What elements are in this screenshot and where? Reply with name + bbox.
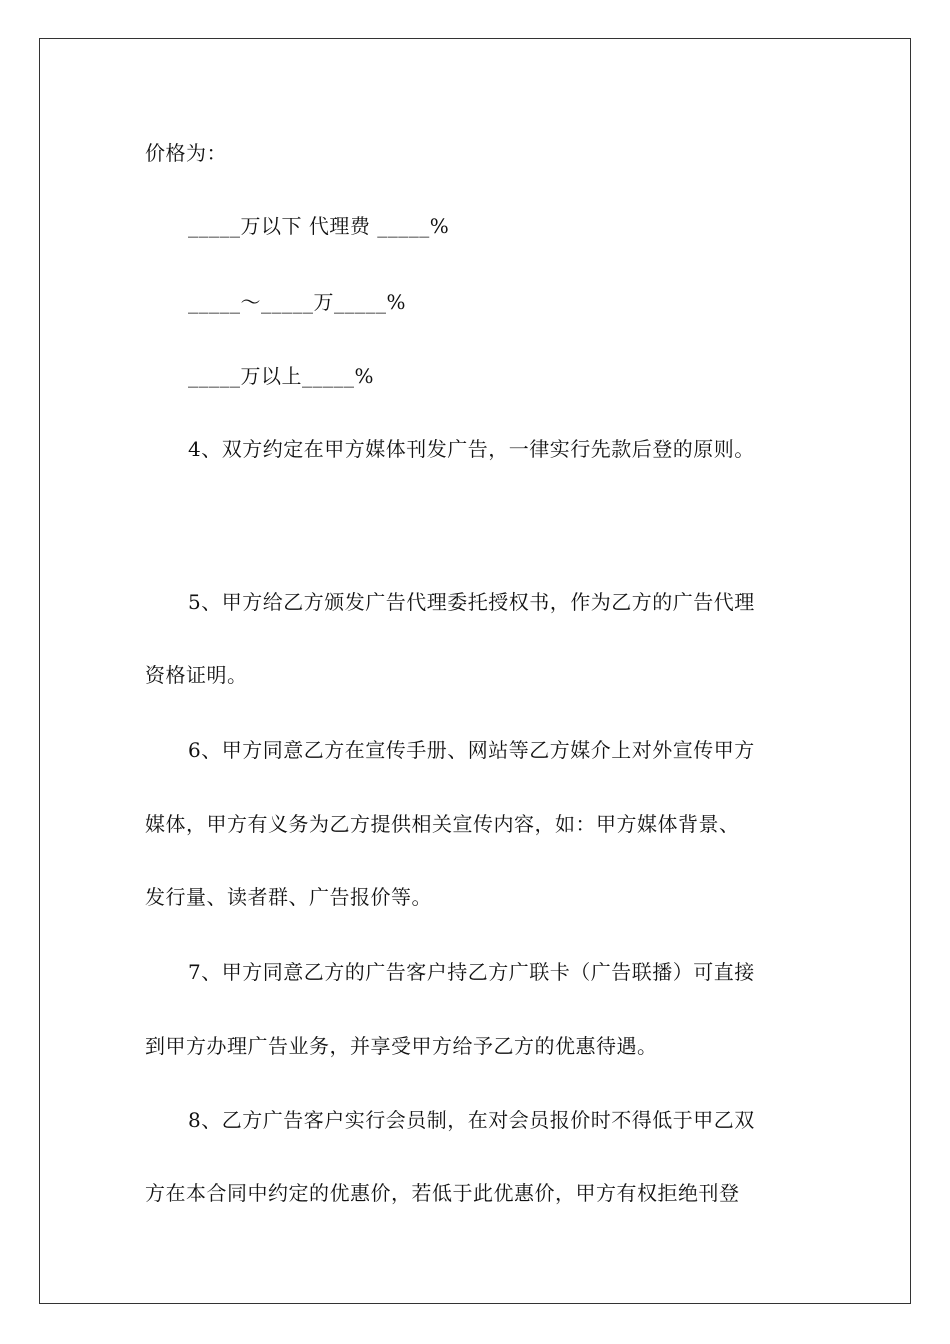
clause-6-line-2: 媒体，甲方有义务为乙方提供相关宣传内容，如：甲方媒体背景、 [145,812,740,836]
clause-4: 4、双方约定在甲方媒体刊发广告，一律实行先款后登的原则。 [188,437,755,461]
clause-6-line-3: 发行量、读者群、广告报价等。 [145,885,432,909]
clause-5-line-2: 资格证明。 [145,663,248,687]
clause-8-line-1: 8、乙方广告客户实行会员制，在对会员报价时不得低于甲乙双 [188,1108,755,1132]
fee-tier-above: _____万以上_____% [188,364,375,388]
clause-7-line-2: 到甲方办理广告业务，并享受甲方给予乙方的优惠待遇。 [145,1034,658,1058]
clause-6-line-1: 6、甲方同意乙方在宣传手册、网站等乙方媒介上对外宣传甲方 [188,738,755,762]
clause-5-line-1: 5、甲方给乙方颁发广告代理委托授权书，作为乙方的广告代理 [188,590,755,614]
fee-tier-below: _____万以下 代理费 _____% [188,214,450,238]
clause-7-line-1: 7、甲方同意乙方的广告客户持乙方广联卡（广告联播）可直接 [188,960,755,984]
fee-tier-range: _____～_____万_____% [188,290,407,314]
clause-8-line-2: 方在本合同中约定的优惠价，若低于此优惠价，甲方有权拒绝刊登 [145,1181,740,1205]
price-heading: 价格为： [145,141,227,165]
